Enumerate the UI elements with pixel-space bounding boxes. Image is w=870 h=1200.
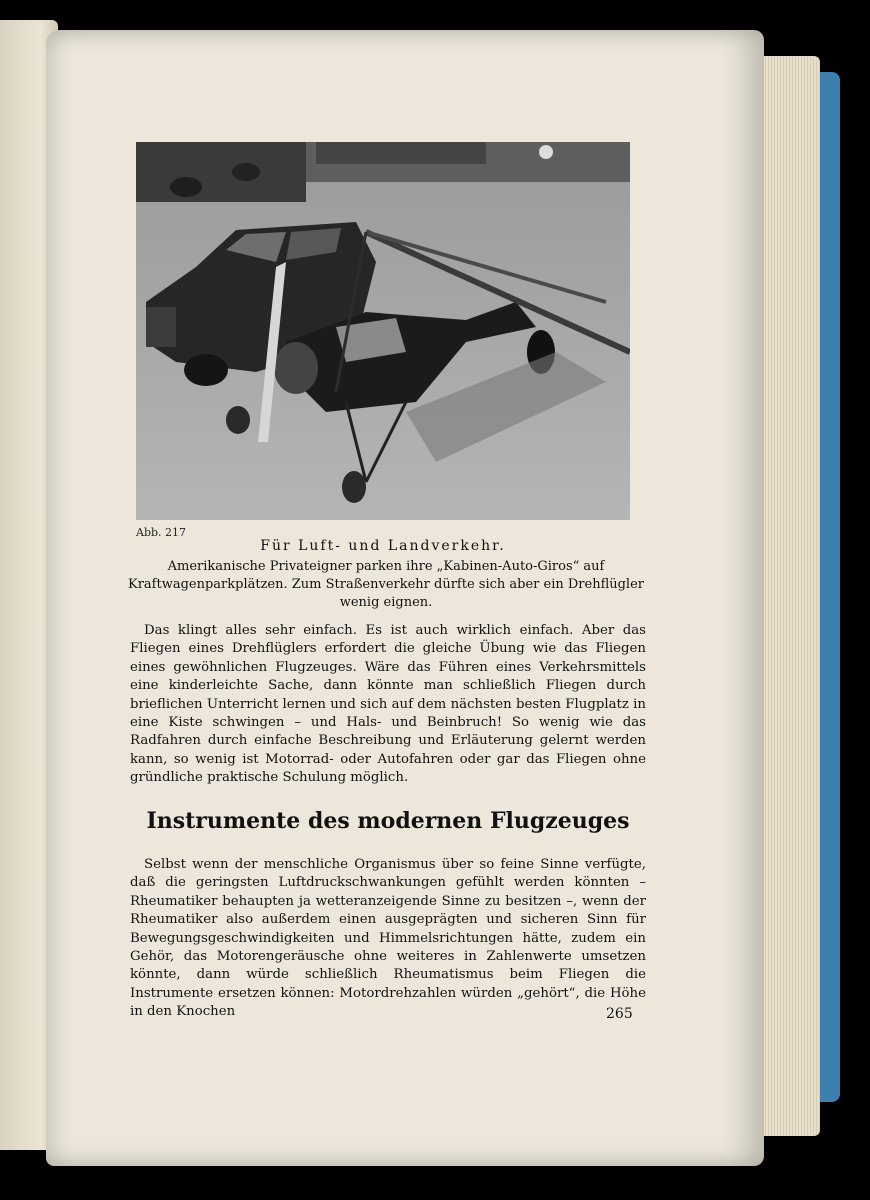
autogiro-photo [136, 142, 630, 520]
figure-title: Für Luft- und Landverkehr. [260, 538, 506, 554]
body-paragraph: Das klingt alles sehr einfach. Es ist auch wirklich einfach. Aber das Fliegen eines Drehflüglers erfordert die gleiche Übung wie das Fliegen eines gewöhnlichen Flugzeuges. Wäre das Führen eines Verkehrsmittels eine kinderleichte Sache, dann könnte man schließlich Fliegen durch brieflichen Unterricht lernen und sich auf dem nächsten besten Flugplatz in eine Kiste schwingen – und Hals- und Beinbruch! So wenig wie das Radfahren durch einfache Beschreibung und Erläuterung gelernt werden kann, so wenig ist Motorrad- oder Autofahren oder gar das Fliegen ohne gründliche praktische Schulung möglich. [130, 623, 646, 786]
figure-number: Abb. 217 [136, 526, 187, 539]
body-paragraph: Selbst wenn der menschliche Organismus über so feine Sinne verfügte, daß die geringsten Luftdruckschwankungen gefühlt werden könnten – Rheumatiker behaupten ja wetteranzeigende Sinne zu besitzen –, wenn der Rheumatiker also außerdem einen ausgeprägten und sicheren Sinn für Bewegungsgeschwindigkeiten und Himmelsrichtungen hätte, zudem ein Gehör, das Motorengeräusche ohne weiteres in Zahlenwerte umsetzen könnte, dann würde schließlich Rheumatismus beim Fliegen die Instrumente ersetzen können: Motordrehzahlen würden „gehört“, die Höhe in den Knochen [130, 857, 646, 1020]
figure-caption: Amerikanische Privateigner parken ihre „Kabinen-Auto-Giros“ auf Kraftwagenparkplätzen. Zum Straßenverkehr dürfte sich aber ein Drehflügler wenig eignen. [127, 559, 644, 610]
section-heading: Instrumente des modernen Flugzeuges [146, 808, 630, 834]
page-number: 265 [606, 1006, 633, 1022]
book-page [46, 30, 764, 1166]
autogiro-illustration [136, 142, 630, 520]
